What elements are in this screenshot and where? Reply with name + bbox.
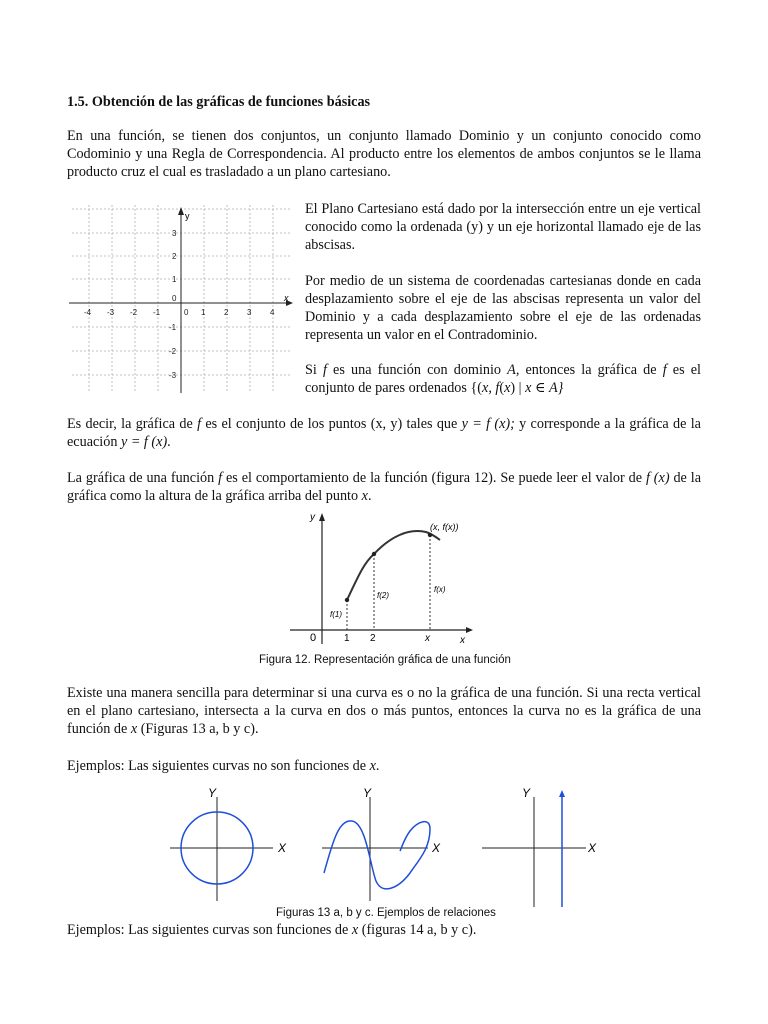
fig13b-curve: [324, 821, 430, 889]
paragraph-graph-definition: Si f es una función con dominio A, entonces la gráfica de f es el conjunto de pares ordenados {(x, f(x) | x ∈ A}: [305, 362, 701, 396]
fig12-curve: [347, 531, 440, 600]
plane-y-label: y: [185, 211, 190, 221]
y-tick: -3: [169, 371, 177, 380]
fig13b-y-label: Y: [363, 786, 372, 800]
fig12-tick-1: 1: [344, 633, 350, 644]
fig13c-x-label: X: [588, 841, 597, 855]
paragraph-plane-definition: El Plano Cartesiano está dado por la intersección entre un eje vertical conocido como la ordenada (y) y un eje horizontal llamado eje de las abscisas.: [305, 201, 701, 253]
fig13a-y-label: Y: [208, 786, 217, 800]
figure-13b-wave: [318, 785, 458, 905]
y-tick: 0: [172, 294, 177, 303]
paragraph-intro: En una función, se tienen dos conjuntos, un conjunto llamado Dominio y un conjunto conocido como Codominio y una Regla de Correspondencia. Al producto entre los elementos de ambos conjuntos se le llama producto cruz el cual es trasladado a un plano cartesiano.: [67, 128, 701, 180]
paragraph-function-behavior: La gráfica de una función f es el comportamiento de la función (figura 12). Se puede leer el valor de f (x) de la gráfica como la altura de la gráfica arriba del punto x.: [67, 470, 701, 504]
fig13a-x-label: X: [278, 841, 287, 855]
fig12-fx-label: f(x): [434, 585, 446, 594]
y-tick: 3: [172, 229, 177, 238]
y-tick: -1: [169, 323, 177, 332]
y-tick: 2: [172, 252, 177, 261]
plane-x-label: x: [284, 293, 289, 303]
plane-grid: [72, 205, 292, 393]
x-tick: 3: [247, 308, 252, 317]
x-tick: 4: [270, 308, 275, 317]
figure-12-caption: Figura 12. Representación gráfica de una función: [259, 654, 511, 666]
paragraph-graph-points: Es decir, la gráfica de f es el conjunto de los puntos (x, y) tales que y = f (x); y corresponde a la gráfica de la ecuación y = f (x).: [67, 416, 701, 450]
section-heading: 1.5. Obtención de las gráficas de funciones básicas: [67, 94, 371, 110]
x-tick: 0: [184, 308, 189, 317]
fig13b-x-label: X: [432, 841, 441, 855]
fig13c-y-label: Y: [522, 786, 531, 800]
x-tick: -4: [84, 308, 92, 317]
paragraph-coordinates: Por medio de un sistema de coordenadas cartesianas donde en cada desplazamiento sobre el eje de las abscisas representa un valor del Dominio y a cada desplazamiento sobre el eje de las ordenadas representa un valor en el Contradominio.: [305, 273, 701, 343]
figure-13a-circle: [165, 785, 300, 905]
x-tick: -2: [130, 308, 138, 317]
x-tick: -1: [153, 308, 161, 317]
cartesian-plane-figure: [67, 205, 297, 395]
fig12-x-label: x: [460, 635, 465, 646]
fig12-tick-2: 2: [370, 633, 376, 644]
figure-13-caption: Figuras 13 a, b y c. Ejemplos de relaciones: [276, 907, 496, 919]
x-tick: 1: [201, 308, 206, 317]
figure-13c-vertical-line: [478, 785, 608, 910]
x-tick: -3: [107, 308, 115, 317]
fig12-origin: 0: [310, 632, 317, 644]
x-tick: 2: [224, 308, 229, 317]
paragraph-non-function-examples: Ejemplos: Las siguientes curvas no son funciones de x.: [67, 758, 380, 774]
paragraph-function-examples: Ejemplos: Las siguientes curvas son funciones de x (figuras 14 a, b y c).: [67, 922, 477, 938]
fig12-f1-label: f(1): [330, 610, 342, 619]
fig12-tick-x: x: [425, 633, 430, 644]
fig12-point-label: (x, f(x)): [430, 522, 459, 532]
paragraph-vertical-line-test: Existe una manera sencilla para determinar si una curva es o no la gráfica de una función. Si una recta vertical en el plano cartesiano, intersecta a la curva en dos o más puntos, entonces la curva no es la gráfica de una función de x (Figuras 13 a, b y c).: [67, 685, 701, 737]
fig12-y-label: y: [310, 512, 315, 523]
fig12-f2-label: f(2): [377, 591, 389, 600]
y-tick: -2: [169, 347, 177, 356]
figure-12-function-graph: [290, 510, 480, 650]
y-tick: 1: [172, 275, 177, 284]
